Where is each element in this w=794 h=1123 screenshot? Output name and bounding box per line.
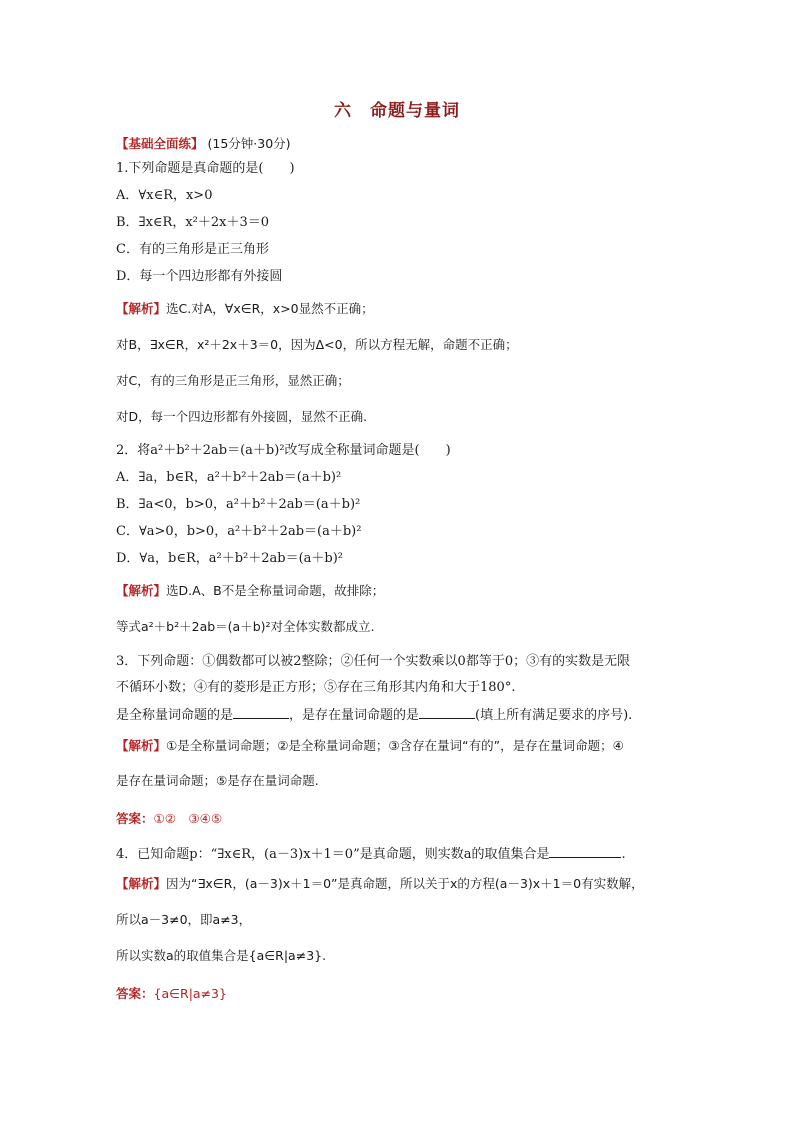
q2-option-b: B．∃a<0，b>0，a²＋b²＋2ab＝(a＋b)² (116, 497, 361, 512)
q3-stem-line-1: 3．下列命题：①偶数都可以被2整除；②任何一个实数乘以0都等于0；③有的实数是无限 (116, 654, 631, 669)
q1-option-d: D．每一个四边形都有外接圆 (116, 269, 283, 284)
q1-analysis (116, 300, 374, 318)
q4-answer-value: {a∈R|a≠3} (153, 986, 227, 1001)
q4-stem (116, 845, 626, 864)
q4-analysis-tag: 【解析】 (116, 876, 167, 891)
q3-blank-existential[interactable] (419, 706, 475, 719)
q4-answer-tag: 答案： (116, 986, 154, 1001)
q1-stem: 1.下列命题是真命题的是( ) (116, 161, 295, 176)
page-title: 六 命题与量词 (334, 101, 460, 121)
q1-analysis-tag: 【解析】 (116, 301, 167, 316)
q2-analysis-line-2: 等式a²＋b²＋2ab＝(a＋b)²对全体实数都成立. (116, 619, 375, 634)
q2-option-c: C．∀a>0，b>0，a²＋b²＋2ab＝(a＋b)² (116, 524, 362, 539)
q1-option-a: A．∀x∈R，x>0 (116, 188, 213, 203)
q3-stem-line-2: 不循环小数；④有的菱形是正方形；⑤存在三角形其内角和大于180°. (116, 680, 516, 695)
q4-analysis-line-1: 因为“∃x∈R，(a－3)x＋1＝0”是真命题，所以关于x的方程(a－3)x＋1＝0有实数解， (166, 876, 644, 891)
q3-stem-part-c: (填上所有满足要求的序号). (475, 708, 633, 723)
q2-analysis (116, 582, 384, 600)
q4-analysis (116, 875, 644, 893)
q1-analysis-line-2: 对B，∃x∈R，x²＋2x＋3＝0，因为Δ<0，所以方程无解，命题不正确； (116, 337, 518, 352)
q4-answer (116, 985, 227, 1003)
q3-answer-value: ①② ③④⑤ (153, 811, 223, 826)
q2-stem: 2．将a²＋b²＋2ab＝(a＋b)²改写成全称量词命题是( ) (116, 443, 451, 458)
q2-option-d: D．∀a，b∈R，a²＋b²＋2ab＝(a＋b)² (116, 551, 344, 566)
q4-analysis-line-2: 所以a－3≠0，即a≠3， (116, 912, 252, 927)
q2-analysis-line-1: 选D.A、B不是全称量词命题，故排除； (166, 583, 385, 598)
q3-blank-universal[interactable] (233, 706, 289, 719)
q1-analysis-line-3: 对C，有的三角形是正三角形，显然正确； (116, 373, 350, 388)
q3-analysis-line-1: ①是全称量词命题；②是全称量词命题；③含存在量词“有的”，是存在量词命题；④ (166, 738, 624, 753)
q3-answer (116, 810, 222, 828)
q3-analysis-line-2: 是存在量词命题；⑤是存在量词命题. (116, 773, 319, 788)
q1-analysis-line-1: 选C.对A，∀x∈R，x>0显然不正确； (166, 301, 374, 316)
q2-option-a: A．∃a，b∈R，a²＋b²＋2ab＝(a＋b)² (116, 470, 342, 485)
q3-stem-part-a: 是全称量词命题的是 (116, 708, 234, 723)
q1-analysis-line-4: 对D，每一个四边形都有外接圆，显然不正确. (116, 409, 368, 424)
q2-analysis-tag: 【解析】 (116, 583, 167, 598)
q4-blank[interactable] (549, 845, 621, 858)
q4-stem-part-b: . (621, 847, 626, 862)
section-header (116, 135, 291, 153)
q3-stem-line-3 (116, 706, 632, 725)
q3-analysis (116, 737, 624, 755)
q3-stem-part-b: ，是存在量词命题的是 (289, 708, 420, 723)
q3-answer-tag: 答案： (116, 811, 154, 826)
q4-analysis-line-3: 所以实数a的取值集合是{a∈R|a≠3}. (116, 948, 327, 963)
q1-option-b: B．∃x∈R，x²＋2x＋3＝0 (116, 215, 270, 230)
q1-option-c: C．有的三角形是正三角形 (116, 242, 269, 257)
section-time: (15分钟·30分) (207, 136, 291, 151)
section-tag: 【基础全面练】 (116, 136, 204, 151)
q4-stem-part-a: 4．已知命题p：“∃x∈R，(a－3)x＋1＝0”是真命题，则实数a的取值集合是 (116, 847, 550, 862)
q3-analysis-tag: 【解析】 (116, 738, 167, 753)
